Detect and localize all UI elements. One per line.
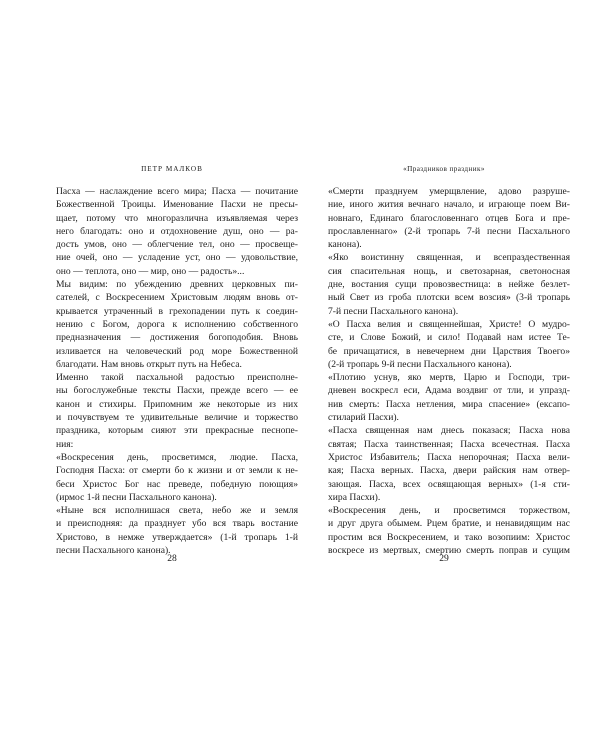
text-line: Христово, в немже утверждается» (1-й тропарь 1-й [56,531,298,543]
text-line: «Воскресения день, просветимся, людие. Пасха, [56,451,298,463]
text-line: «Смерти празднуем умерщвление, адово разруше- [328,186,570,197]
paragraph [318,371,570,424]
text-line: стиларий Пасхи). [328,412,399,424]
text-line: ны богослужебные тексты Пасхи, прежде всего — ее [56,385,298,397]
paragraph [46,504,298,557]
text-line: песни Пасхального канона). [56,545,171,557]
text-line: бе причащатися, в невечернем дни Царствия Твоего» [328,345,570,357]
text-line: «Плотию уснув, яко мертв, Царю и Господи, три- [328,372,570,384]
left-page [46,165,298,564]
text-line: сте, и Слове Божий, и сило! Подавай нам истее Те- [328,332,570,344]
text-line: него благодать: оно и отдохновение душ, оно — ра- [56,225,298,237]
text-line: дневен воскресл еси, Адама воздвиг от тли, и упразд- [328,385,570,397]
text-line: «Ныне вся исполнишася света, небо же и земля [56,505,298,517]
page-number-right: 29 [439,553,449,564]
running-head-author: ПЕТР МАЛКОВ [141,165,203,173]
text-line: 7-й песни Пасхального канона). [328,305,459,317]
paragraph [318,318,570,371]
text-line: и преисподняя: да празднует убо вся тварь востание [56,518,298,530]
text-line: «О Пасха велия и священнейшая, Христе! О мудро- [328,318,570,330]
paragraph [318,424,570,504]
text-line: крывается утраченный в грехопадении путь к соедин- [56,305,298,317]
text-line: нив смерть: Пасха нетления, мира спасение» (ексапо- [328,398,570,410]
paragraph [46,185,298,278]
text-line: «Яко воистинну священная, и всепраздественная [328,252,570,264]
paragraph [46,451,298,504]
text-line: сия спасительная нощь, и светозарная, светоносная [328,265,570,277]
left-body-text [46,185,298,557]
text-line: канон и стихиры. Припомним же некоторые из них [56,398,298,410]
paragraph [46,278,298,371]
text-line: Пасха — наслаждение всего мира; Пасха — почитание [56,186,298,197]
text-line: нению с Богом, дорога к исполнению собственного [56,318,298,330]
running-head-chapter: «Праздников праздник» [403,165,485,173]
text-line: новнаго, Единаго благословеннаго отцев Бога и пре- [328,212,570,224]
text-line: (2-й тропарь 9-й песни Пасхального канона). [328,358,512,370]
paragraph [318,251,570,317]
text-line: кая; Пасха верных. Пасха, двери райския нам отвер- [328,465,570,477]
text-line: зающая. Пасха, всех освящающая верных» (1-я сти- [328,478,570,490]
text-line: Именно такой пасхальной радостью преисполне- [56,372,298,384]
text-line: ный Свет из гроба плотски всем возсия» (3-й тропарь [328,292,570,304]
text-line: изливается на человеческий род море Божественной [56,345,298,357]
text-line: простим вся Воскресением, и тако возопиим: Христос [328,531,570,543]
text-line: дость умов, оно — облегчение тел, оно — просвеще- [56,239,298,251]
text-line: канона). [328,239,362,251]
text-line: хира Пасхи). [328,491,381,503]
text-line: ние, иного жития вечнаго начало, и играюще поем Ви- [328,199,570,211]
page-number-left: 28 [167,553,177,564]
right-body-text [318,185,570,557]
right-page [318,165,570,564]
paragraph [318,185,570,251]
text-line: воскресе из мертвых, смертию смерть поправ и сущим [328,545,570,557]
text-line: Божественной Троицы. Именование Пасхи не пресы- [56,199,298,211]
text-line: предназначения — достижения богоподобия. Вновь [56,332,298,344]
paragraph [46,371,298,451]
text-line: ние очей, оно — усладение уст, оно — удовольствие, [56,252,298,264]
text-line: (ирмос 1-й песни Пасхального канона). [56,491,217,503]
text-line: Христос Избавитель; Пасха непорочная; Пасха вели- [328,451,570,463]
text-line: «Воскресения день, и просветимся торжеством, [328,505,570,517]
text-line: и друг друга обымем. Рцем братие, и ненавидящим нас [328,518,570,530]
text-line: святая; Пасха таинственная; Пасха всечестная. Пасха [328,438,570,450]
text-line: дне, востания сущи провозвестница: в нейже безлет- [328,279,570,291]
paragraph [318,504,570,557]
text-line: благодати. Нам вновь открыт путь на Небеса. [56,358,242,370]
text-line: Господня Пасха: от смерти бо к жизни и от земли к не- [56,465,298,477]
text-line: сателей, с Воскресением Христовым людям вновь от- [56,292,298,304]
text-line: щает, потому что многоразлична изъявляемая через [56,212,298,224]
text-line: беси Христос Бог нас преведе, победную поющия» [56,478,298,490]
text-line: Мы видим: по убеждению древних церковных пи- [56,279,298,291]
text-line: ния: [56,438,74,450]
text-line: прославленнаго» (2-й тропарь 7-й песни Пасхального [328,225,570,237]
text-line: и почувствуем те удивительные величие и торжество [56,412,298,424]
text-line: праздника, которым сияют эти прекрасные песнопе- [56,425,298,437]
text-line: оно — теплота, оно — мир, оно — радость»... [56,265,245,277]
text-line: «Пасха священная нам днесь показася; Пасха нова [328,425,570,437]
